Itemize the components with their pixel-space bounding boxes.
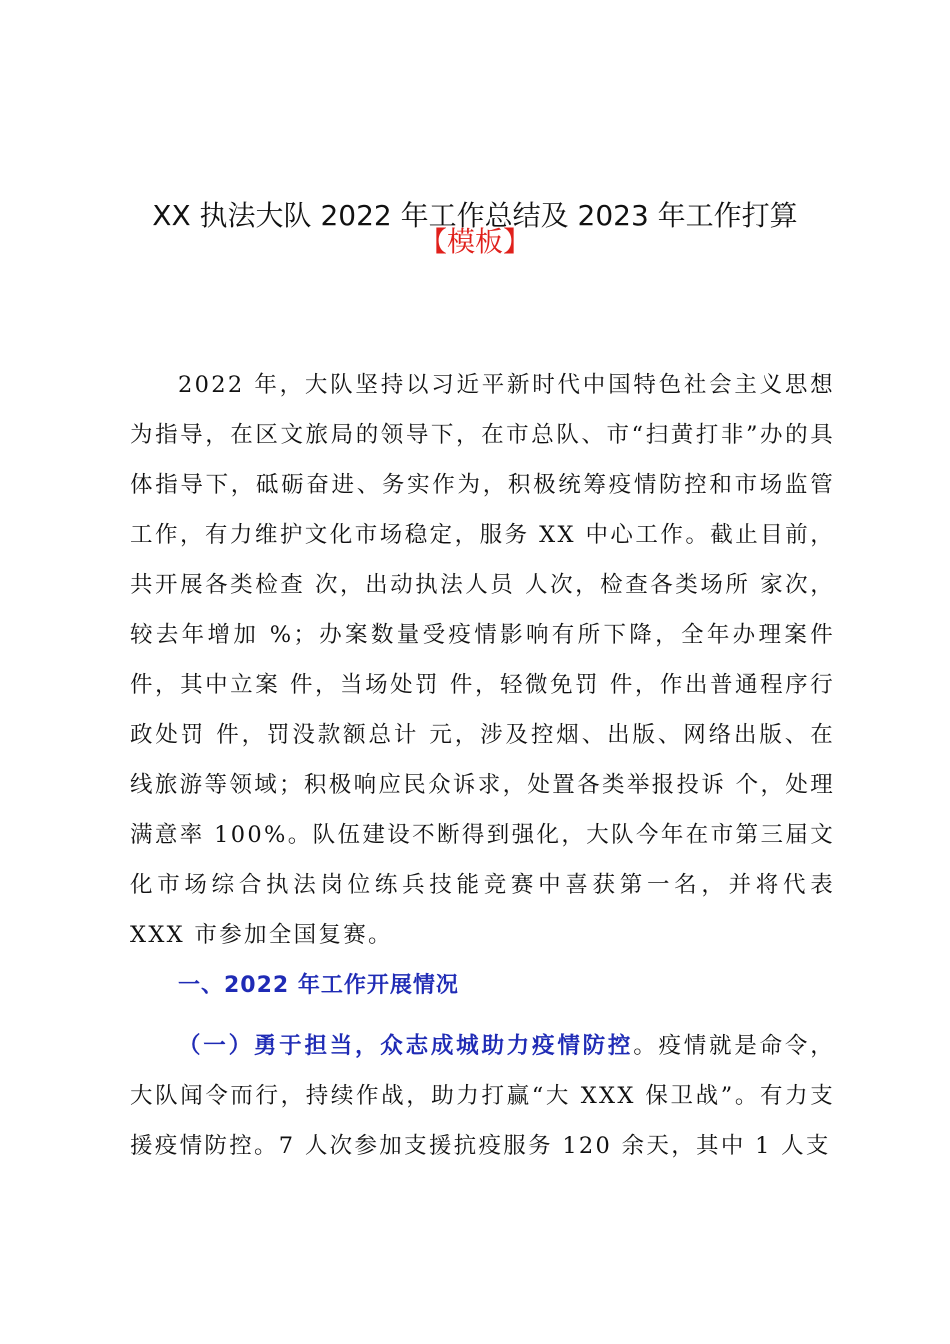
sub-section-heading: （一）勇于担当，众志成城助力疫情防控 — [178, 1033, 634, 1059]
document-title: XX 执法大队 2022 年工作总结及 2023 年工作打算 — [152, 199, 798, 232]
section-heading: 一、2022 年工作开展情况 — [178, 973, 459, 998]
sub-section-text: 。疫情就是命令，大队闻令而行，持续作战，助力打赢“大 XXX 保卫战”。有力支援疫情防控。7 人次参加支援抗疫服务 120 余天，其中 1 人支 — [130, 1033, 836, 1159]
section-paragraph — [130, 1021, 835, 1171]
intro-paragraph: 2022 年，大队坚持以习近平新时代中国特色社会主义思想为指导，在区文旅局的领导下，在市总队、市“扫黄打非”办的具体指导下，砥砺奋进、务实作为，积极统筹疫情防控和市场监管工作，有力维护文化市场稳定，服务 XX 中心工作。截止目前，共开展各类检查 次，出动执法人员 人次，检查各类场所 家次，较去年增加 %；办案数量受疫情影响有所下降，全年办理案件 件，其中立案 件，当场处罚 件，轻微免罚 件，作出普通程序行政处罚 件，罚没款额总计 元，涉及控烟、出版、网络出版、在线旅游等领域；积极响应民众诉求，处置各类举报投诉 个，处理满意率 100%。队伍建设不断得到强化，大队今年在市第三届文化市场综合执法岗位练兵技能竞赛中喜获第一名，并将代表 XXX 市参加全国复赛。 — [130, 372, 835, 948]
document-subtitle: 【模板】 — [418, 225, 531, 258]
